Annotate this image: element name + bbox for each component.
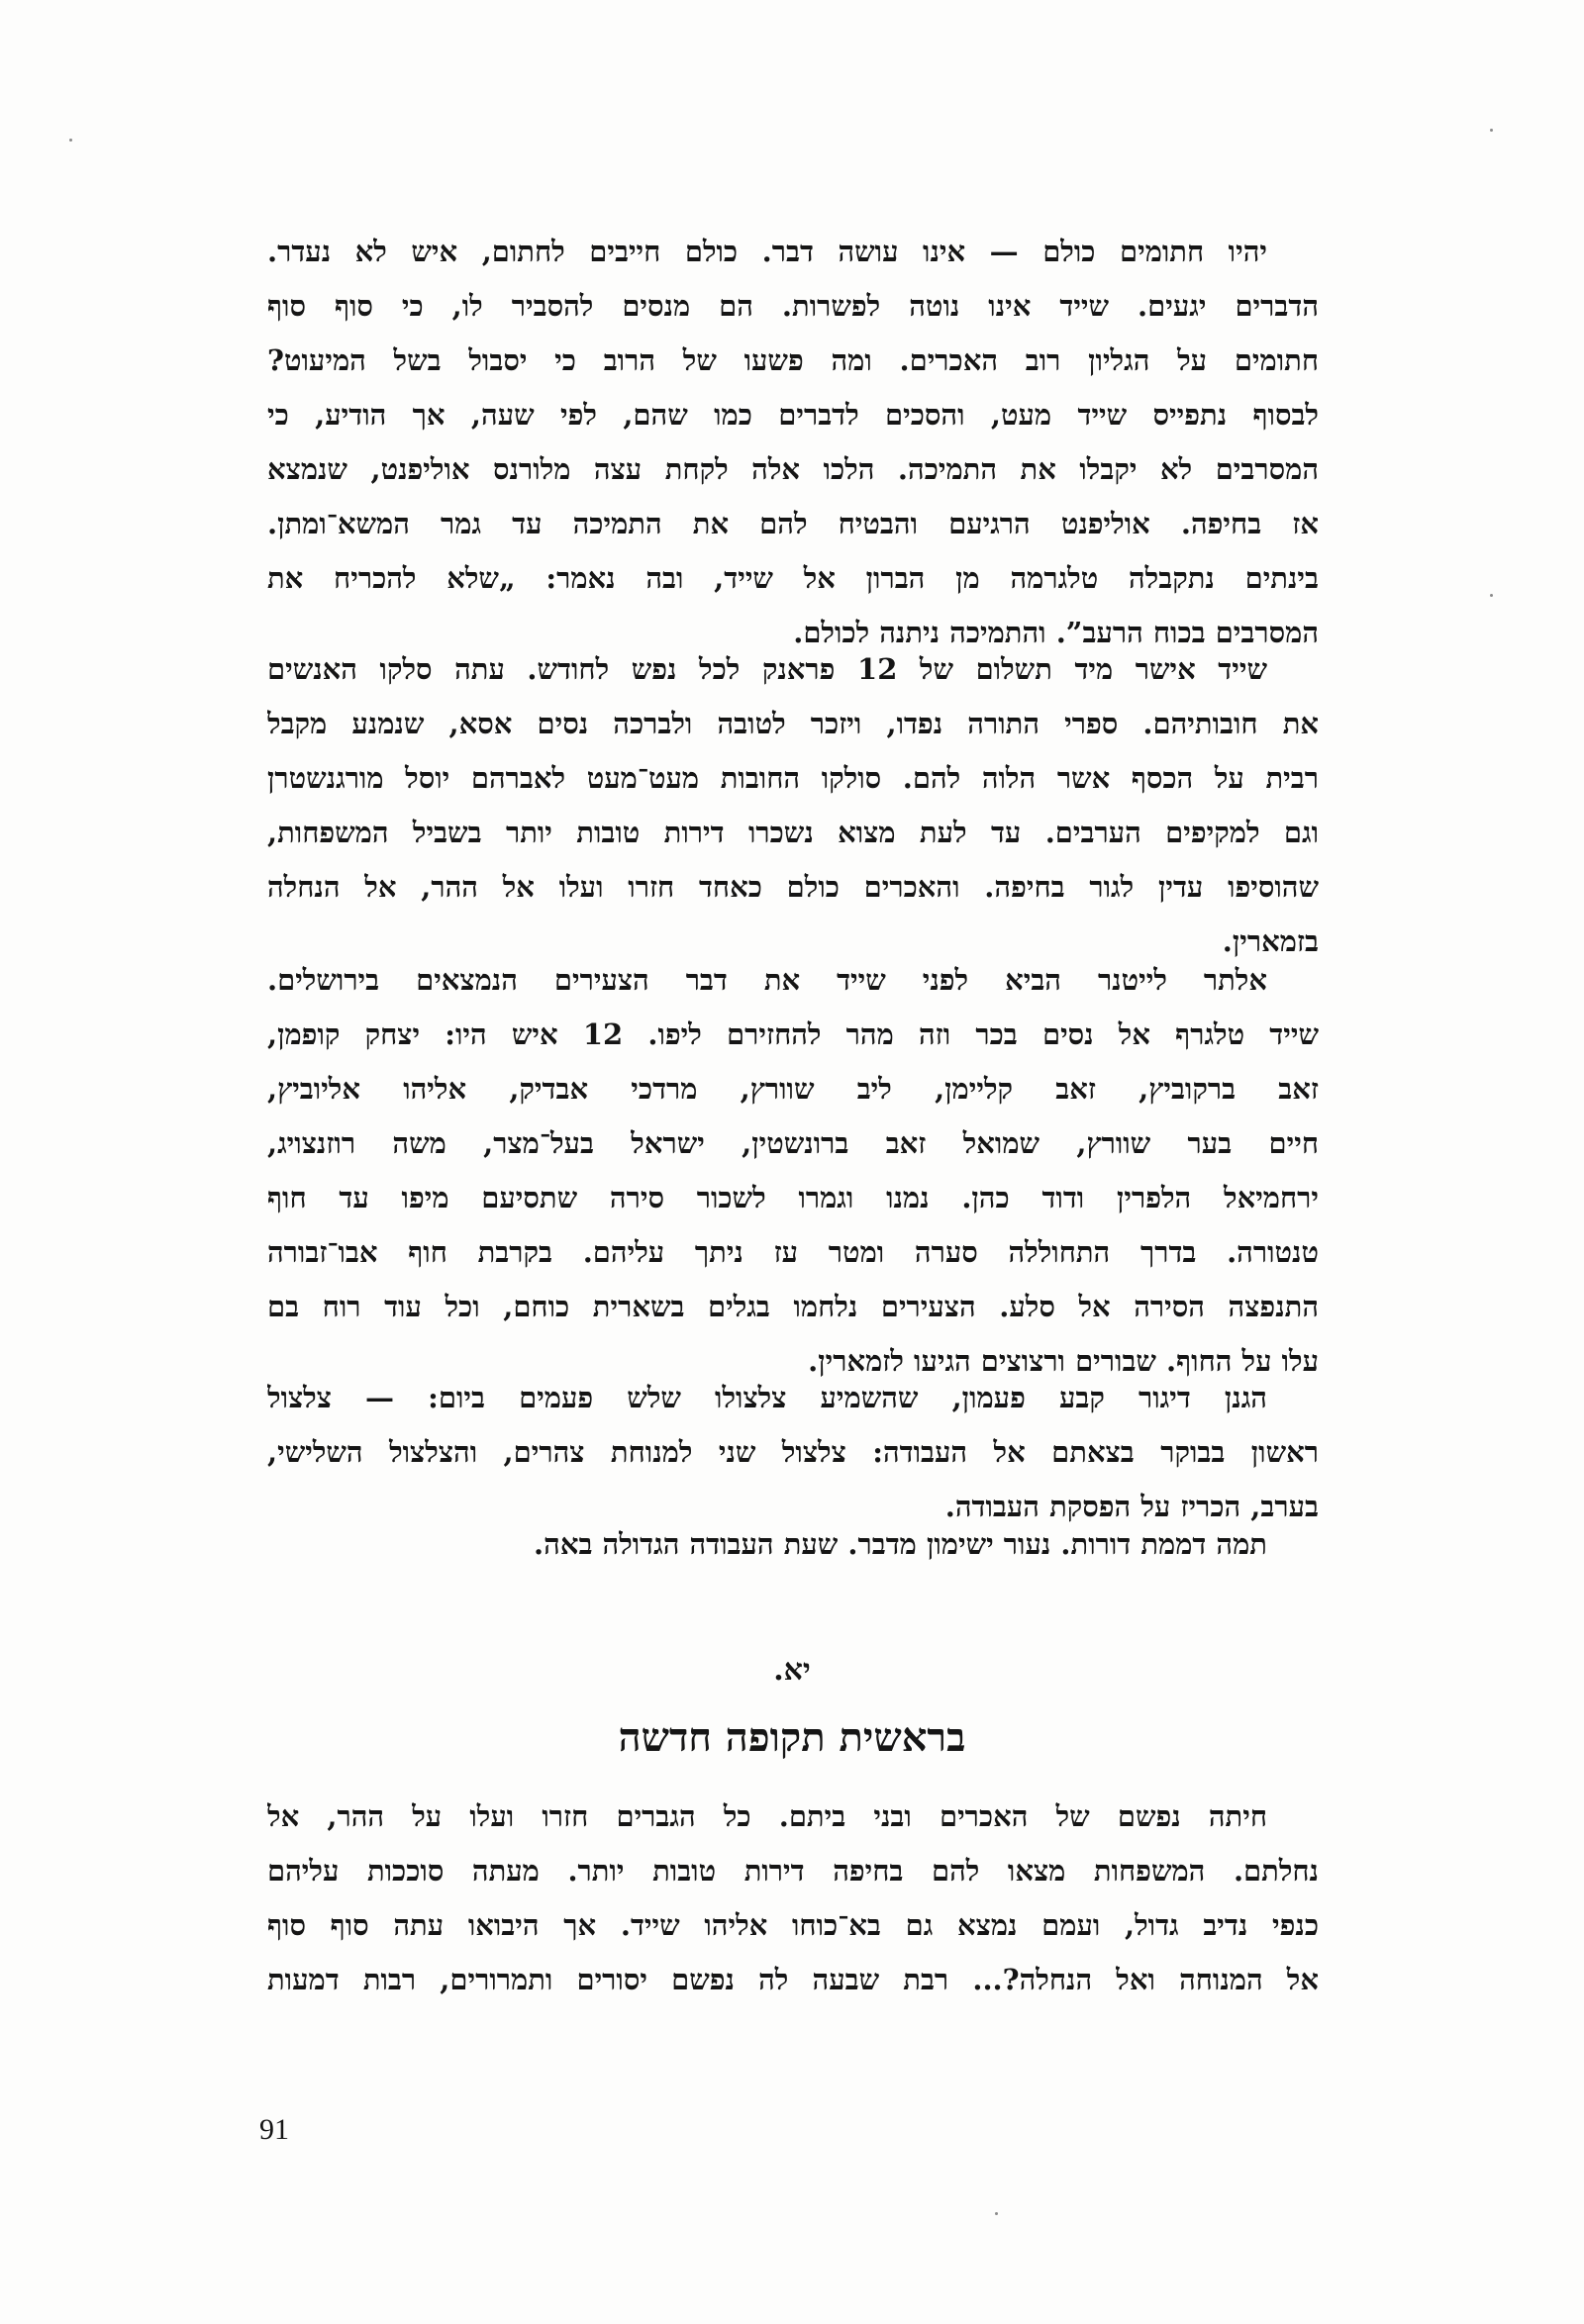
- text-line: לבסוף נתפייס שייד מעט, והסכים לדברים כמו שהם, לפי שעה, אך הודיע, כי: [267, 398, 1319, 432]
- text-line: את חובותיהם. ספרי התורה נפדו, ויזכר לטובה ולברכה נסים אסא, שנמנע מקבל: [267, 707, 1319, 740]
- text-line: חיים בער שוורץ, שמואל זאב ברונשטין, ישראל בעל־מצר, משה רוזנצויג,: [267, 1126, 1319, 1160]
- text-line: טנטורה. בדרך התחוללה סערה ומטר עז ניתך עליהם. בקרבת חוף אבו־זבורה: [267, 1235, 1319, 1269]
- text-line: הדברים יגעים. שייד אינו נוטה לפשרות. הם מנסים להסביר לו, כי סוף סוף: [267, 289, 1319, 323]
- paragraph-2: [267, 642, 1319, 969]
- text-line: כנפי נדיב גדול, ועמם נמצא גם בא־כוחו אליהו שייד. אך היבואו עתה סוף סוף: [267, 1908, 1319, 1942]
- paragraph-6: [267, 1790, 1319, 2007]
- paragraph-3: [267, 953, 1319, 1389]
- scan-speck: [1490, 594, 1493, 597]
- text-line: חיתה נפשם של האכרים ובני ביתם. כל הגברים חזרו ועלו על ההר, אל: [267, 1799, 1267, 1833]
- text-line: שהוסיפו עדין לגור בחיפה. והאכרים כולם כאחד חזרו ועלו אל ההר, אל הנחלה: [267, 870, 1319, 904]
- text-line: בינתים נתקבלה טלגרמה מן הברון אל שייד, ובה נאמר: „שלא להכריח את: [267, 561, 1319, 595]
- text-line: התנפצה הסירה אל סלע. הצעירים נלחמו בגלים בשארית כוחם, וכל עוד רוח בם: [267, 1290, 1319, 1323]
- text-line: וגם למקיפים הערבים. עד לעת מצוא נשכרו דירות טובות יותר בשביל המשפחות,: [267, 816, 1319, 849]
- page-number: 91: [259, 2113, 289, 2146]
- text-line: שייד אישר מיד תשלום של 12 פראנק לכל נפש לחודש. עתה סלקו האנשים: [267, 652, 1267, 686]
- chapter-number: יא.: [773, 1653, 811, 1688]
- text-line: הגנן דיגור קבע פעמון, שהשמיע צלצולו שלש פעמים ביום: — צלצול: [267, 1381, 1267, 1414]
- paragraph-4: [267, 1371, 1319, 1534]
- text-line: יהיו חתומים כולם — אינו עושה דבר. כולם חייבים לחתום, איש לא נעדר.: [267, 235, 1267, 268]
- text-line: תמה דממת דורות. נעור ישימון מדבר. שעת העבודה הגדולה באה.: [534, 1527, 1267, 1561]
- text-line: חתומים על הגליון רוב האכרים. ומה פשעו של הרוב כי יסבול בשל המיעוט?: [267, 343, 1319, 377]
- text-line: המסרבים לא יקבלו את התמיכה. הלכו אלה לקחת עצה מלורנס אוליפנט, שנמצא: [267, 452, 1319, 486]
- text-line: רבית על הכסף אשר הלוה להם. סולקו החובות מעט־מעט לאברהם יוסל מורגנשטרן: [267, 761, 1319, 795]
- text-line: נחלתם. המשפחות מצאו להם בחיפה דירות טובות יותר. מעתה סוככות עליהם: [267, 1854, 1319, 1888]
- text-line: המסרבים בכוח הרעב”. והתמיכה ניתנה לכולם.: [793, 616, 1319, 649]
- text-line: עלו על החוף. שבורים ורצוצים הגיעו לזמארין.: [808, 1344, 1319, 1378]
- text-line: בזמארין.: [1222, 924, 1319, 958]
- scan-speck: [69, 139, 72, 142]
- chapter-title: בראשית תקופה חדשה: [618, 1714, 966, 1761]
- text-line: זאב ברקוביץ, זאב קליימן, ליב שוורץ, מרדכי אבדיק, אליהו אליוביץ,: [267, 1072, 1319, 1106]
- text-line: אז בחיפה. אוליפנט הרגיעם והבטיח להם את התמיכה עד גמר המשא־ומתן.: [267, 507, 1319, 540]
- paragraph-1: [267, 225, 1319, 660]
- text-line: אלתר לייטנר הביא לפני שייד את דבר הצעירים הנמצאים בירושלים.: [267, 963, 1267, 997]
- paragraph-5: [267, 1517, 1319, 1572]
- text-line: בערב, הכריז על הפסקת העבודה.: [944, 1490, 1319, 1523]
- text-line: שייד טלגרף אל נסים בכר וזה מהר להחזירם ליפו. 12 איש היו: יצחק קופמן,: [267, 1017, 1319, 1051]
- text-line: אל המנוחה ואל הנחלה?... רבת שבעה לה נפשם יסורים ותמרורים, רבות דמעות: [267, 1963, 1319, 1996]
- text-line: ראשון בבוקר בצאתם אל העבודה: צלצול שני למנוחת צהרים, והצלצול השלישי,: [267, 1435, 1319, 1469]
- text-line: ירחמיאל הלפרין ודוד כהן. נמנו וגמרו לשכור סירה שתסיעם מיפו עד חוף: [267, 1181, 1319, 1214]
- scan-speck: [1490, 129, 1493, 132]
- scan-speck: [995, 2212, 998, 2215]
